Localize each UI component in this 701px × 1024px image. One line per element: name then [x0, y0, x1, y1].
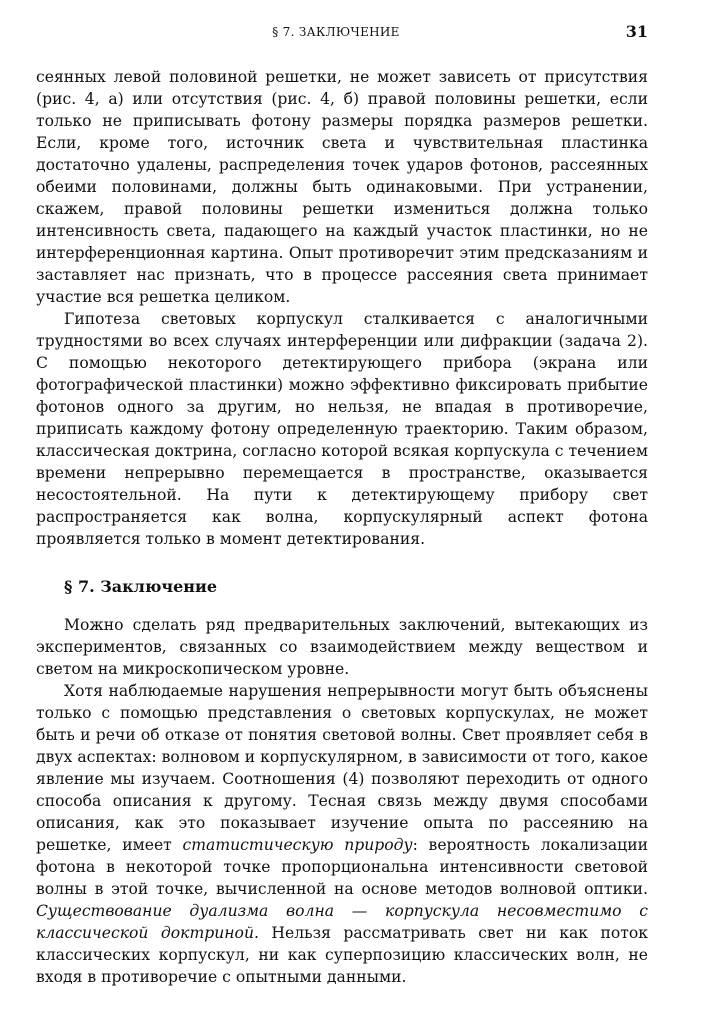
page-body — [36, 66, 648, 988]
section-heading: § 7. Заключение — [64, 577, 218, 596]
running-head-title: § 7. ЗАКЛЮЧЕНИЕ — [272, 25, 400, 39]
running-head — [36, 22, 648, 44]
paragraph-wave-particle-duality — [36, 680, 648, 988]
emphasis-statistical-nature: статистическую природу — [182, 836, 413, 854]
text-run: Нельзя рассматривать свет ни как поток классических корпускул, ни как суперпозицию классических волн, не входя в противоречие с опытными данными. — [36, 924, 648, 986]
paragraph-corpuscle-hypothesis: Гипотеза световых корпускул сталкивается с аналогичными трудностями во всех случаях интерференции или дифракции (задача 2). С помощью некоторого детектирующего прибора (экрана или фотографической пластинки) можно эффективно фиксировать прибытие фотонов одного за другим, но нельзя, не впадая в противоречие, приписать каждому фотону определенную траекторию. Таким образом, классическая доктрина, согласно которой всякая корпускула с течением времени непрерывно перемещается в пространстве, оказывается несостоятельной. На пути к детектирующему прибору свет распространяется как волна, корпускулярный аспект фотона проявляется только в момент детектирования. — [36, 310, 649, 548]
text-run: : вероятность локализации фотона в некоторой точке пропорциональна интенсивности световой волны в этой точке, вычисленной на основе методов волновой оптики. — [36, 836, 648, 898]
page-number: 31 — [625, 22, 648, 41]
text-run: Хотя наблюдаемые нарушения непрерывности могут быть объяснены только с помощью представления о световых корпускулах, не может быть и речи об отказе от понятия световой волны. Свет проявляет себя в двух аспектах: волновом и корпускулярном, в зависимости от того, какое явление мы изучаем. Соотношения (4) позволяют переходить от одного способа описания к другому. Тесная связь между двумя способами описания, как это показывает изучение опыта по рассеянию на решетке, имеет — [36, 682, 648, 854]
paragraph-conclusions-intro: Можно сделать ряд предварительных заключений, вытекающих из экспериментов, связанных со взаимодействием между веществом и светом на микроскопическом уровне. — [36, 616, 648, 678]
paragraph-continued: сеянных левой половиной решетки, не может зависеть от присутствия (рис. 4, а) или отсутствия (рис. 4, б) правой половины решетки, если только не приписывать фотону размеры порядка размеров решетки. Если, кроме того, источник света и чувствительная пластинка достаточно удалены, распределения точек ударов фотонов, рассеянных обеими половинами, должны быть одинаковыми. При устранении, скажем, правой половины решетки измениться должна только интенсивность света, падающего на каждый участок пластинки, но не интерференционная картина. Опыт противоречит этим предсказаниям и заставляет нас признать, что в процессе рассеяния света принимает участие вся решетка целиком. — [36, 68, 648, 306]
emphasis-duality-statement: Существование дуализма волна — корпускула несовместимо с классической доктриной. — [36, 902, 648, 942]
